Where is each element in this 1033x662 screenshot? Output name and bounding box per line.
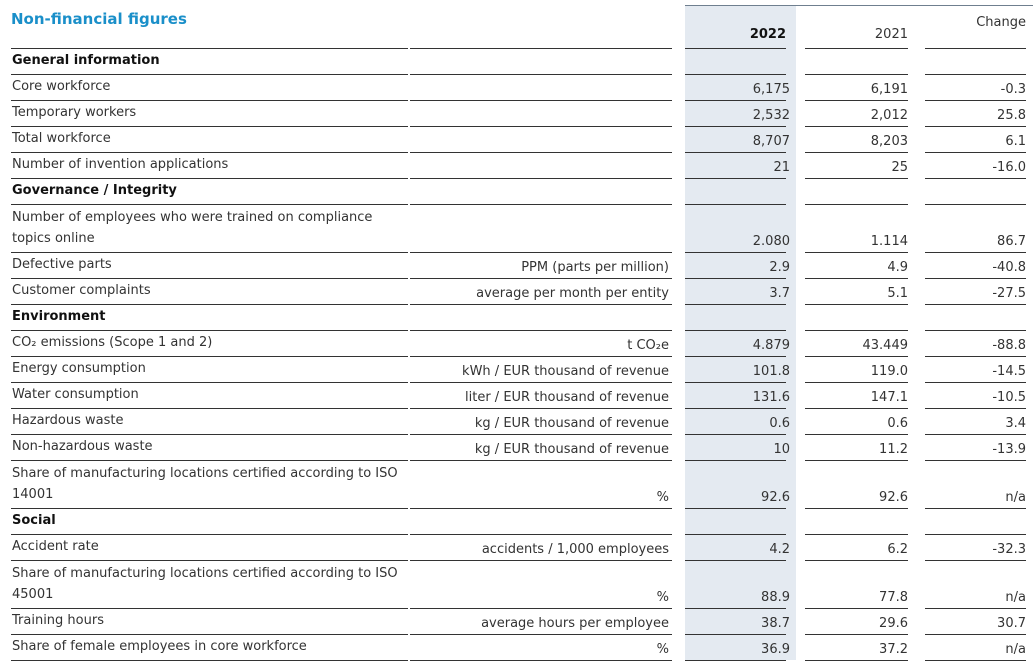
row-label: Number of employees who were trained on compliance topics online	[12, 210, 373, 246]
value-change: 6.1	[1005, 134, 1026, 149]
value-2022: 2.080	[752, 234, 790, 249]
table-row	[0, 126, 1033, 152]
row-unit: %	[656, 490, 669, 505]
row-unit: kg / EUR thousand of revenue	[474, 416, 669, 431]
section-header-row	[0, 304, 1033, 330]
section-label: Social	[12, 513, 56, 528]
section-label: General information	[12, 53, 160, 68]
value-2022: 92.6	[761, 490, 790, 505]
row-rule	[11, 660, 408, 661]
table-row	[0, 356, 1033, 382]
value-2022: 101.8	[752, 364, 790, 379]
value-2021: 2,012	[870, 108, 908, 123]
value-2021: 11.2	[879, 442, 908, 457]
row-label: Defective parts	[12, 257, 112, 272]
row-unit: accidents / 1,000 employees	[481, 542, 669, 557]
row-label: Water consumption	[12, 387, 139, 402]
table-row	[0, 252, 1033, 278]
row-rule	[805, 660, 908, 661]
value-2021: 4.9	[887, 260, 908, 275]
value-2022: 4.879	[752, 338, 790, 353]
table-row	[0, 278, 1033, 304]
value-change: -0.3	[1000, 82, 1026, 97]
row-unit: PPM (parts per million)	[521, 260, 669, 275]
value-2022: 131.6	[752, 390, 790, 405]
value-2022: 0.6	[769, 416, 790, 431]
value-2021: 25	[891, 160, 908, 175]
row-label: Energy consumption	[12, 361, 146, 376]
row-unit: kWh / EUR thousand of revenue	[462, 364, 669, 379]
value-change: n/a	[1005, 490, 1026, 505]
table-row	[0, 74, 1033, 100]
row-unit: average hours per employee	[481, 616, 669, 631]
row-label: Hazardous waste	[12, 413, 124, 428]
value-change: -10.5	[992, 390, 1026, 405]
value-change: 25.8	[997, 108, 1026, 123]
row-unit: average per month per entity	[476, 286, 669, 301]
section-label: Governance / Integrity	[12, 183, 177, 198]
row-label: Share of manufacturing locations certified according to ISO 45001	[12, 566, 398, 602]
table-row	[0, 330, 1033, 356]
value-2021: 8,203	[870, 134, 908, 149]
value-2022: 10	[773, 442, 790, 457]
value-change: 3.4	[1005, 416, 1026, 431]
value-2021: 37.2	[879, 642, 908, 657]
value-change: -16.0	[992, 160, 1026, 175]
value-2022: 21	[773, 160, 790, 175]
value-change: n/a	[1005, 642, 1026, 657]
value-change: -27.5	[992, 286, 1026, 301]
row-rule	[685, 660, 786, 661]
value-2022: 6,175	[752, 82, 790, 97]
table-row	[0, 608, 1033, 634]
value-change: -88.8	[992, 338, 1026, 353]
table-row	[0, 204, 1033, 252]
value-2022: 4.2	[769, 542, 790, 557]
row-unit: %	[656, 590, 669, 605]
table-row	[0, 534, 1033, 560]
value-2022: 8,707	[752, 134, 790, 149]
value-2022: 3.7	[769, 286, 790, 301]
value-2021: 43.449	[862, 338, 908, 353]
value-2021: 92.6	[879, 490, 908, 505]
table-row	[0, 408, 1033, 434]
value-2021: 119.0	[870, 364, 908, 379]
value-change: 86.7	[997, 234, 1026, 249]
row-label: Number of invention applications	[12, 157, 229, 172]
column-header-2021	[805, 18, 908, 48]
table-row	[0, 634, 1033, 660]
table-title: Non-financial figures	[11, 10, 187, 28]
section-header-row	[0, 48, 1033, 74]
column-header-2022	[685, 18, 786, 48]
row-label: Temporary workers	[12, 105, 137, 120]
row-unit: kg / EUR thousand of revenue	[474, 442, 669, 457]
header-top-rule	[685, 5, 1033, 6]
value-2021: 0.6	[887, 416, 908, 431]
row-label: Non-hazardous waste	[12, 439, 153, 454]
value-2021: 6,191	[870, 82, 908, 97]
value-2022: 88.9	[761, 590, 790, 605]
value-2022: 2,532	[752, 108, 790, 123]
value-change: -14.5	[992, 364, 1026, 379]
column-header-change-text: Change	[976, 15, 1026, 30]
column-header-2022-text: 2022	[749, 27, 786, 42]
value-2021: 77.8	[879, 590, 908, 605]
row-label: Accident rate	[12, 539, 99, 554]
value-change: -32.3	[992, 542, 1026, 557]
row-label: CO₂ emissions (Scope 1 and 2)	[12, 335, 213, 350]
table-row	[0, 152, 1033, 178]
value-2022: 2.9	[769, 260, 790, 275]
row-label: Share of female employees in core workforce	[12, 639, 307, 654]
value-2021: 1.114	[870, 234, 908, 249]
row-label: Core workforce	[12, 79, 111, 94]
value-2021: 29.6	[879, 616, 908, 631]
table-row	[0, 560, 1033, 608]
value-change: n/a	[1005, 590, 1026, 605]
row-label: Training hours	[12, 613, 104, 628]
value-2021: 147.1	[870, 390, 908, 405]
row-unit: liter / EUR thousand of revenue	[465, 390, 669, 405]
value-2021: 6.2	[887, 542, 908, 557]
row-unit: t CO₂e	[627, 338, 669, 353]
value-change: -13.9	[992, 442, 1026, 457]
table-row	[0, 100, 1033, 126]
value-change: 30.7	[997, 616, 1026, 631]
column-header-change	[925, 15, 1026, 48]
section-header-row	[0, 178, 1033, 204]
value-change: -40.8	[992, 260, 1026, 275]
row-label: Total workforce	[12, 131, 111, 146]
row-unit: %	[656, 642, 669, 657]
row-rule	[925, 660, 1026, 661]
value-2022: 38.7	[761, 616, 790, 631]
value-2022: 36.9	[761, 642, 790, 657]
table-row	[0, 434, 1033, 460]
row-rule	[410, 660, 672, 661]
row-label: Share of manufacturing locations certified according to ISO 14001	[12, 466, 398, 502]
section-header-row	[0, 508, 1033, 534]
value-2021: 5.1	[887, 286, 908, 301]
section-label: Environment	[12, 309, 106, 324]
table-row	[0, 460, 1033, 508]
table-row	[0, 382, 1033, 408]
row-label: Customer complaints	[12, 283, 151, 298]
column-header-2021-text: 2021	[874, 27, 908, 42]
